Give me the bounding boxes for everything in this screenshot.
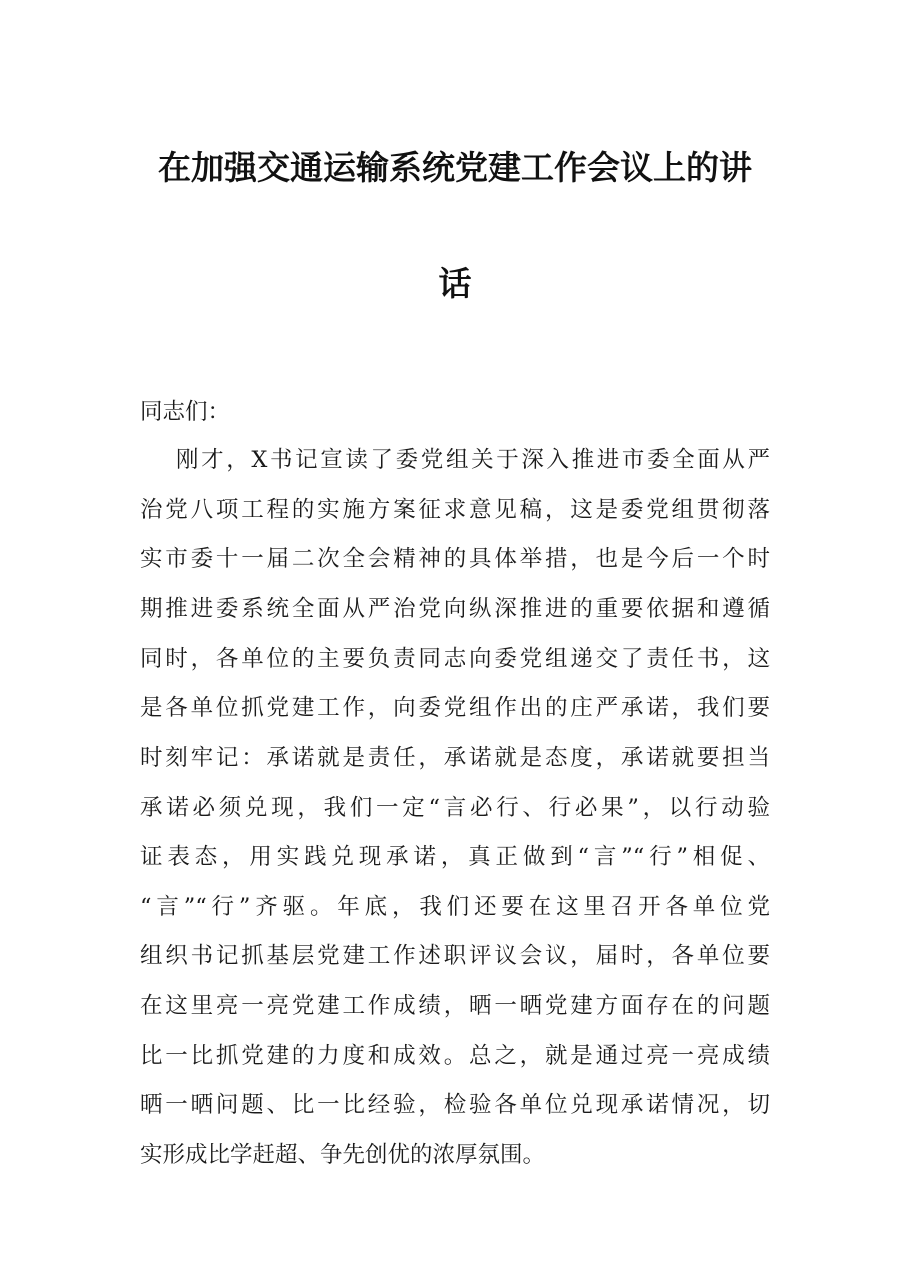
paragraph-line: 刚才，X书记宣读了委党组关于深入推进市委全面从严: [176, 447, 770, 473]
paragraph-line: 实形成比学赶超、争先创优的浓厚氛围。: [140, 1142, 546, 1168]
document-title-line-1: 在加强交通运输系统党建工作会议上的讲: [158, 148, 752, 187]
paragraph-line: 期推进委系统全面从严治党向纵深推进的重要依据和遵循: [140, 596, 770, 622]
paragraph-line: “言”“行”齐驱。年底，我们还要在这里召开各单位党: [140, 894, 770, 920]
paragraph-line: 治党八项工程的实施方案征求意见稿，这是委党组贯彻落: [140, 497, 770, 523]
paragraph-line: 证表态，用实践兑现承诺，真正做到“言”“行”相促、: [140, 844, 770, 870]
greeting: 同志们：: [140, 399, 231, 425]
paragraph-line: 比一比抓党建的力度和成效。总之，就是通过亮一亮成绩: [140, 1043, 770, 1069]
paragraph-line: 组织书记抓基层党建工作述职评议会议，届时，各单位要: [140, 943, 770, 969]
paragraph-line: 同时，各单位的主要负责同志向委党组递交了责任书，这: [140, 646, 770, 672]
paragraph-line: 时刻牢记：承诺就是责任，承诺就是态度，承诺就要担当: [140, 745, 770, 771]
paragraph-line: 实市委十一届二次全会精神的具体举措，也是今后一个时: [140, 546, 770, 572]
paragraph-line: 在这里亮一亮党建工作成绩，晒一晒党建方面存在的问题: [140, 993, 770, 1019]
paragraph-line: 晒一晒问题、比一比经验，检验各单位兑现承诺情况，切: [140, 1092, 770, 1118]
paragraph-line: 承诺必须兑现，我们一定“言必行、行必果”，以行动验: [140, 795, 770, 821]
document-title-line-2: 话: [438, 264, 472, 303]
paragraph-line: 是各单位抓党建工作，向委党组作出的庄严承诺，我们要: [140, 695, 770, 721]
